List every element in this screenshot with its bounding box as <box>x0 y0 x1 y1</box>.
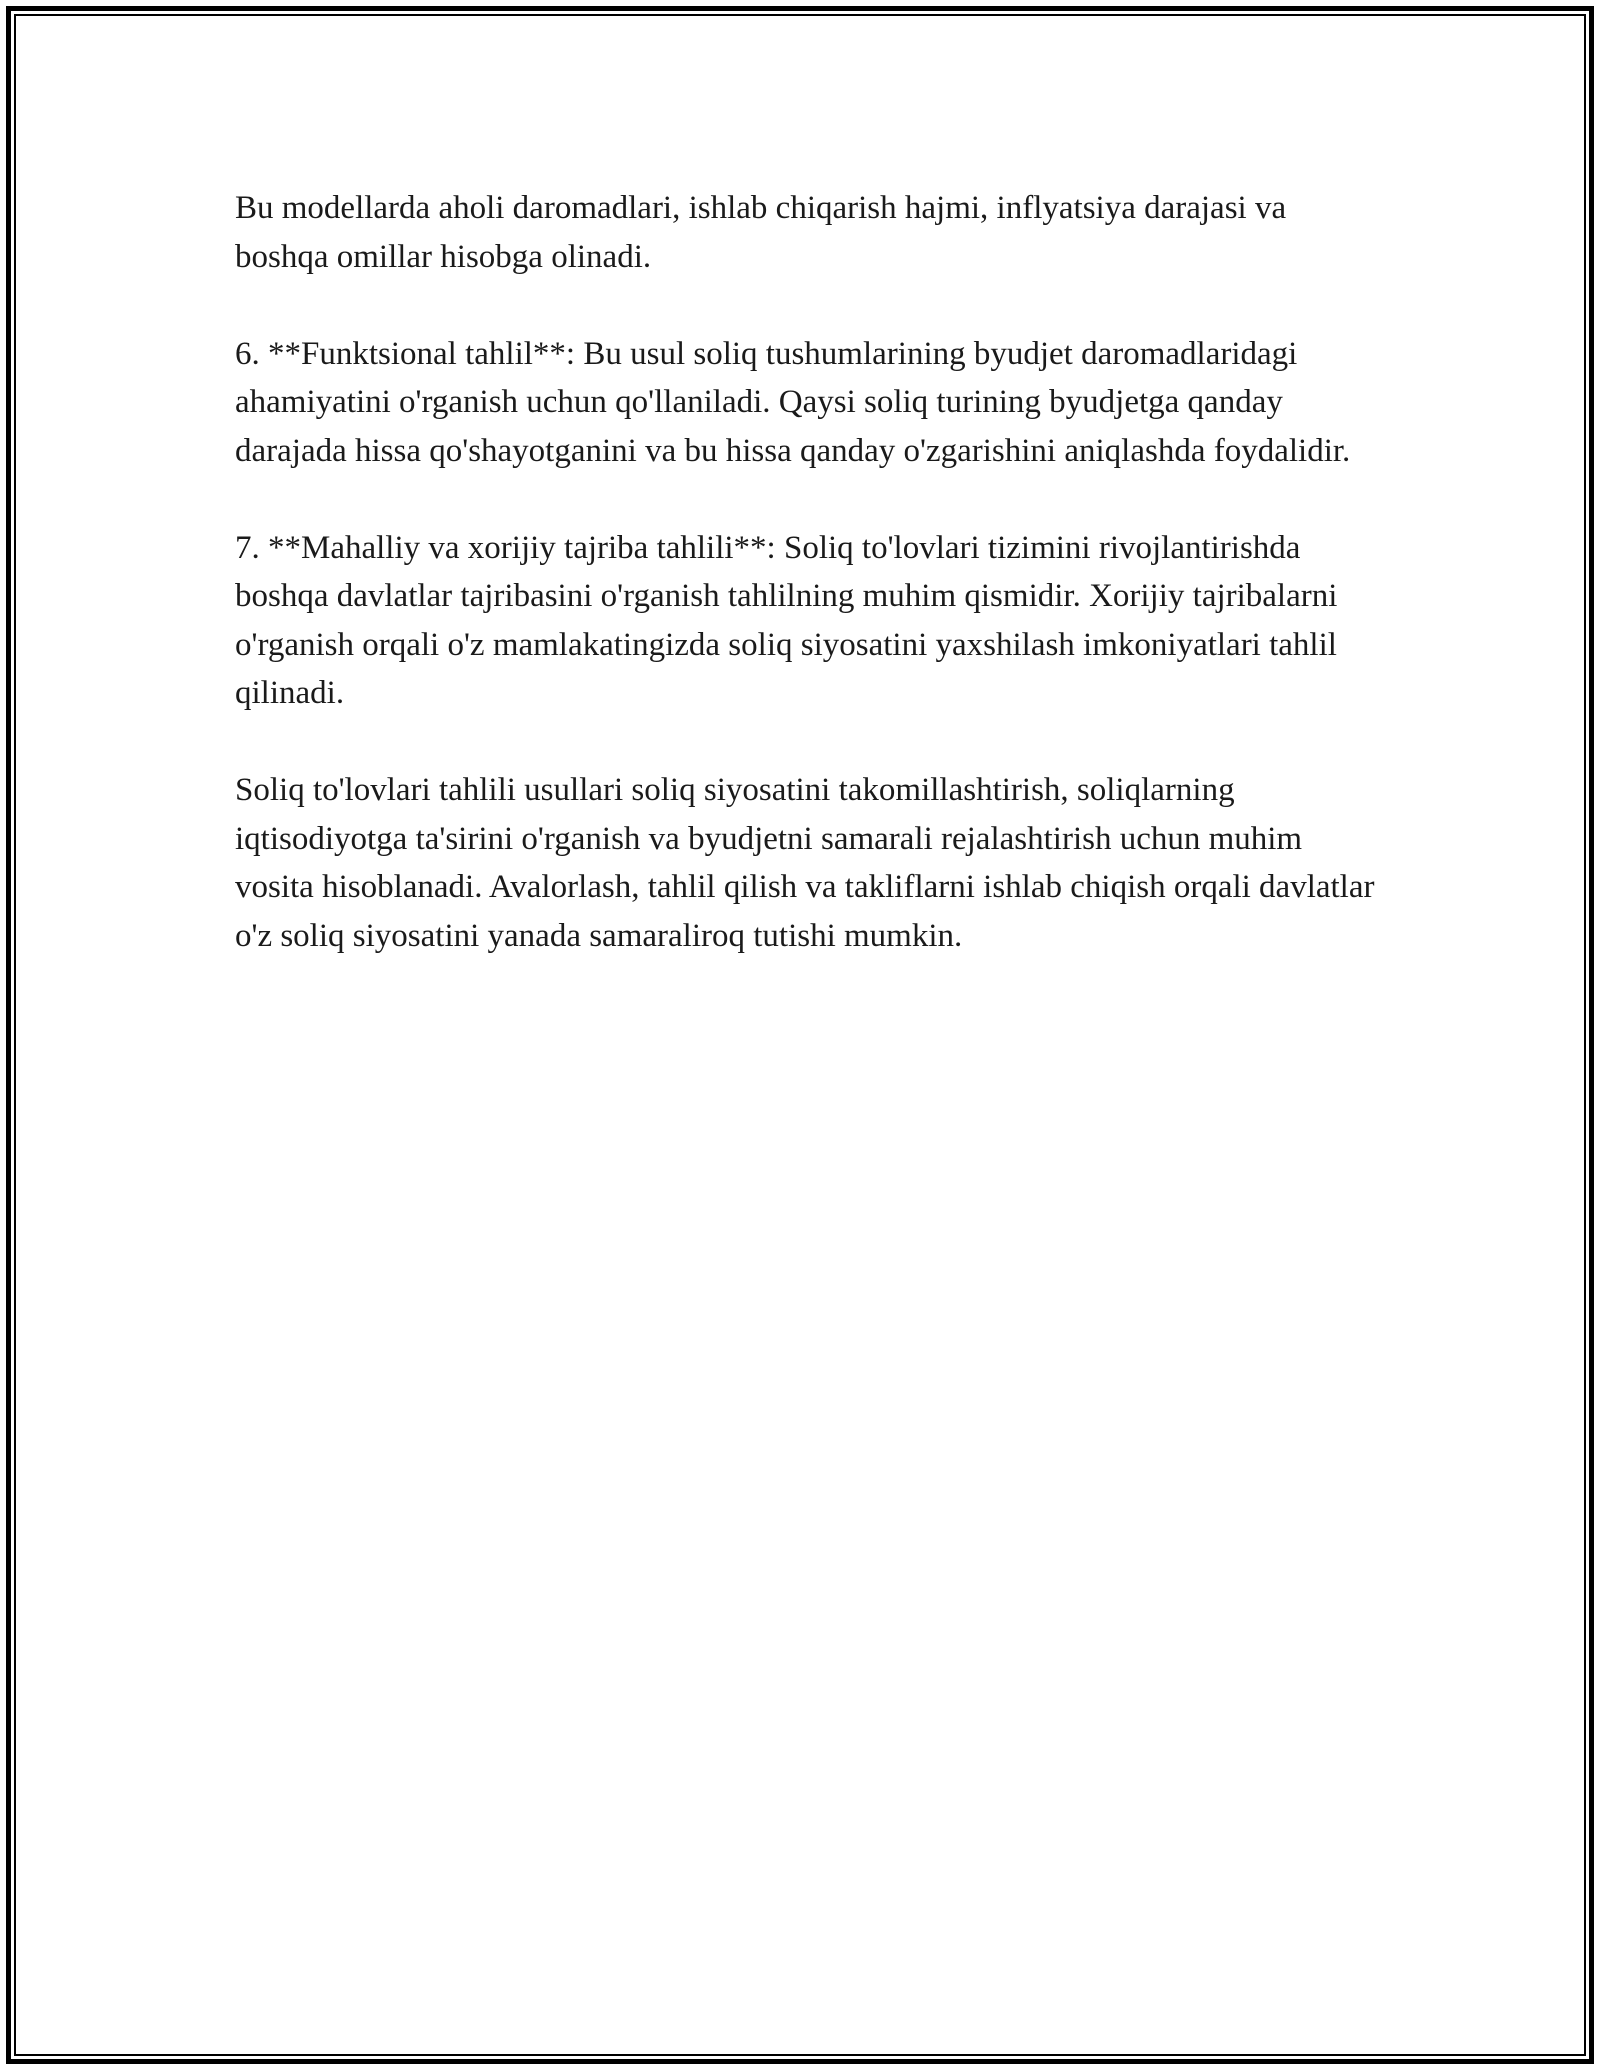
paragraph-functional-analysis: 6. **Funktsional tahlil**: Bu usul soliq tushumlarining byudjet daromadlaridagi ahamiyatini o'rganish uchun qo'llaniladi. Qaysi soliq turining byudjetga qanday darajada hissa qo'shayotganini va bu hissa qanday o'zgarishini aniqlashda foydalidir. <box>235 335 1351 469</box>
paragraph-experience-analysis: 7. **Mahalliy va xorijiy tajriba tahlili**: Soliq to'lovlari tizimini rivojlantirishda boshqa davlatlar tajribasini o'rganish tahlilning muhim qismidir. Xorijiy tajribalarni o'rganish orqali o'z mamlakatingizda soliq siyosatini yaxshilash imkoniyatlari tahlil qilinadi. <box>235 529 1338 711</box>
paragraph-model-factors: Bu modellarda aholi daromadlari, ishlab chiqarish hajmi, inflyatsiya darajasi va boshqa omillar hisobga olinadi. <box>235 190 1287 275</box>
paragraph-conclusion: Soliq to'lovlari tahlili usullari soliq siyosatini takomillashtirish, soliqlarning iqtisodiyotga ta'sirini o'rganish va byudjetni samarali rejalashtirish uchun muhim vosita hisoblanadi. Avalorlash, tahlil qilish va takliflarni ishlab chiqish orqali davlatlar o'z soliq siyosatini yanada samaraliroq tutishi mumkin. <box>235 772 1375 954</box>
document-body <box>235 184 1380 1009</box>
